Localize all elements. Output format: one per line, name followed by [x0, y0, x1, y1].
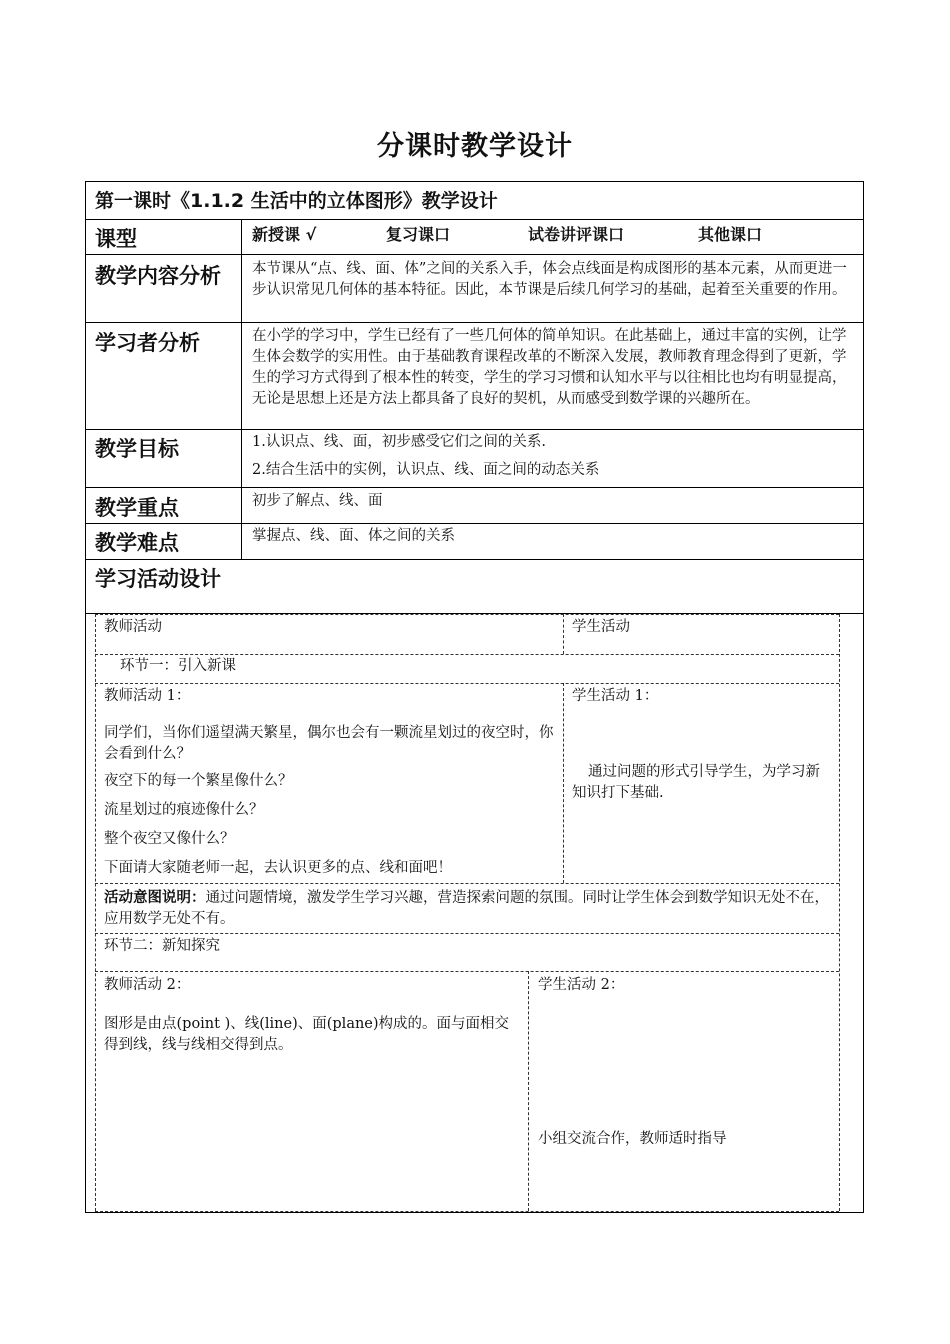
row-divider: [85, 429, 864, 430]
section-two-title: 环节二：新知探究: [104, 938, 220, 954]
dashed-border: [95, 971, 839, 972]
row-divider: [85, 322, 864, 323]
teacher-activity-1-line: 流星划过的痕迹像什么？: [104, 802, 264, 818]
teacher-activity-header: 教师活动: [104, 619, 162, 635]
lesson-header: 第一课时《1.1.2 生活中的立体图形》教学设计: [95, 190, 498, 212]
dashed-border: [95, 654, 839, 655]
objective-item: 1.认识点、线、面，初步感受它们之间的关系.: [252, 434, 546, 450]
activity-design-label: 学习活动设计: [95, 567, 221, 591]
student-activity-1-text: 通过问题的形式引导学生，为学习新知识打下基础.: [572, 764, 820, 801]
course-type-other: 其他课口: [698, 225, 763, 244]
teacher-activity-2-title: 教师活动 2：: [104, 977, 191, 993]
learner-analysis-label: 学习者分析: [95, 331, 200, 355]
course-type-exam: 试卷讲评课口: [528, 225, 625, 244]
dashed-border: [95, 933, 839, 934]
dashed-border: [563, 614, 564, 654]
column-divider: [241, 219, 242, 559]
teacher-activity-1-line: 下面请大家随老师一起，去认识更多的点、线和面吧！: [104, 860, 452, 876]
student-activity-2-text: 小组交流合作，教师适时指导: [538, 1131, 727, 1147]
teacher-activity-1-line: 整个夜空又像什么？: [104, 831, 235, 847]
key-points-text: 初步了解点、线、面: [252, 493, 383, 509]
dashed-border: [95, 1211, 839, 1212]
dashed-border: [95, 883, 839, 884]
key-points-label: 教学重点: [95, 496, 179, 520]
student-activity-2-title: 学生活动 2：: [538, 977, 625, 993]
activity-intent: [104, 887, 834, 930]
teacher-activity-1-title: 教师活动 1：: [104, 688, 191, 704]
student-activity-header: 学生活动: [572, 619, 630, 635]
dashed-border: [839, 614, 840, 1211]
dashed-border: [95, 683, 839, 684]
objectives-label: 教学目标: [95, 437, 179, 461]
student-activity-1-title: 学生活动 1：: [572, 688, 659, 704]
activity-intent-label: 活动意图说明：: [104, 889, 206, 906]
dashed-border: [95, 614, 96, 1211]
course-type-review: 复习课口: [386, 225, 451, 244]
row-divider: [85, 254, 864, 255]
dashed-border: [563, 683, 564, 883]
section-one-title: 环节一：引入新课: [120, 658, 236, 674]
teacher-activity-2-text: 图形是由点(point )、线(line)、面(plane)构成的。面与面相交得到线，线与线相交得到点。: [104, 1016, 510, 1053]
teacher-activity-1-line: 同学们，当你们遥望满天繁星，偶尔也会有一颗流星划过的夜空时，你会看到什么？: [104, 725, 554, 762]
learner-analysis-text: 在小学的学习中，学生已经有了一些几何体的简单知识。在此基础上，通过丰富的实例，让学生体会数学的实用性。由于基础教育课程改革的不断深入发展，教师教育理念得到了更新，学生的学习方式得到了根本性的转变，学生的学习习惯和认知水平与以往相比也均有明显提高，无论是思想上还是方法上都具备了良好的契机，从而感受到数学课的兴趣所在。: [252, 328, 847, 407]
objective-item: 2.结合生活中的实例，认识点、线、面之间的动态关系: [252, 462, 600, 478]
dashed-border: [528, 971, 529, 1211]
content-analysis-text: 本节课从“点、线、面、体”之间的关系入手，体会点线面是构成图形的基本元素，从而更进一步认识常见几何体的基本特征。因此，本节课是后续几何学习的基础，起着至关重要的作用。: [252, 261, 847, 298]
dashed-border: [95, 614, 839, 615]
course-type-label: 课型: [95, 227, 137, 251]
row-divider: [85, 487, 864, 488]
activity-intent-text: 通过问题情境，激发学生学习兴趣，营造探索问题的氛围。同时让学生体会到数学知识无处不在，应用数学无处不有。: [104, 890, 829, 927]
row-divider: [85, 219, 864, 220]
course-type-new: 新授课 √: [252, 225, 317, 244]
row-divider: [85, 559, 864, 560]
difficulties-text: 掌握点、线、面、体之间的关系: [252, 528, 455, 544]
row-divider: [85, 523, 864, 524]
difficulties-label: 教学难点: [95, 531, 179, 555]
page-title: 分课时教学设计: [377, 131, 573, 162]
teacher-activity-1-line: 夜空下的每一个繁星像什么？: [104, 773, 293, 789]
content-analysis-label: 教学内容分析: [95, 264, 221, 288]
